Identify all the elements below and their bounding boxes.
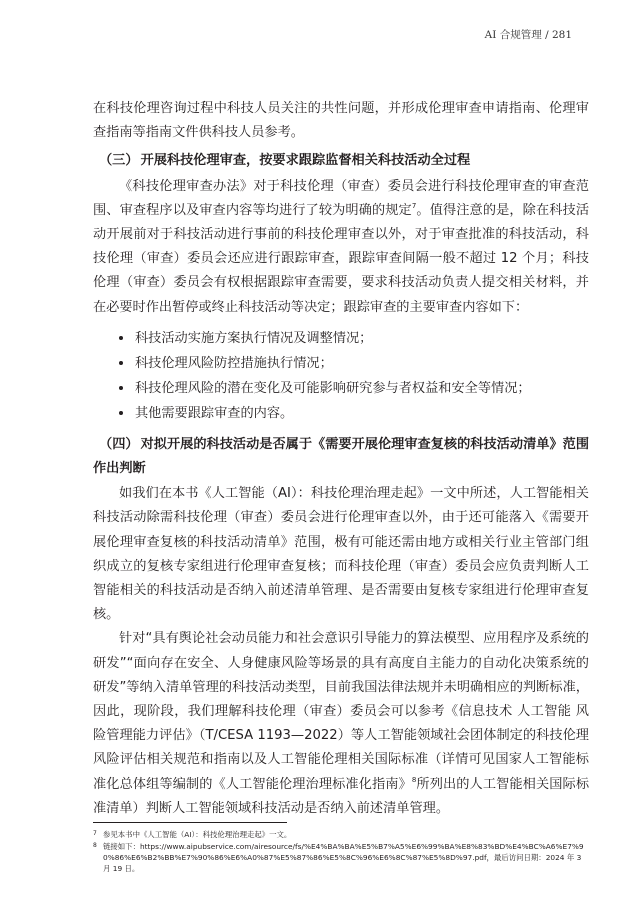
section-4-paragraph-2 — [93, 627, 589, 821]
running-header: AI 合规管理 / 281 — [484, 29, 572, 41]
bullet-icon — [119, 336, 123, 340]
bullet-icon — [119, 411, 123, 415]
section-4-title: 对拟开展的科技活动是否属于《需要开展伦理审查复核的科技活动清单》范围作出判断 — [93, 436, 590, 477]
section-3-number: （三） — [99, 153, 139, 169]
section-4-heading — [93, 433, 589, 481]
footnote-text: 参见本书中《人工智能（AI）：科技伦理治理走起》一文。 — [103, 830, 292, 839]
section-4-paragraph-1: 如我们在本书《人工智能（AI）：科技伦理治理走起》一文中所述，人工智能相关科技活动除需科技伦理（审查）委员会进行伦理审查以外，由于还可能落入《需要开展伦理审查复核的科技活动清单》范围，极有可能还需由地方或相关行业主管部门组织成立的复核专家组进行伦理审查复核；而科技伦理（审查）委员会应负责判断人工智能相关的科技活动是否纳入前述清单管理、是否需要由复核专家组进行伦理审查复核。 — [93, 486, 589, 623]
list-item-text: 科技伦理风险的潜在变化及可能影响研究参与者权益和安全等情况； — [135, 380, 531, 396]
section-4-text-part2: 所列出的人工智能相关国际标准清单）判断人工智能领域科技活动是否纳入前述清单管理。 — [93, 776, 590, 816]
bullet-icon — [119, 361, 123, 365]
intro-paragraph: 在科技伦理咨询过程中科技人员关注的共性问题，并形成伦理审查申请指南、伦理审查指南等指南文件供科技人员参考。 — [93, 101, 589, 141]
footnote-divider — [93, 822, 287, 823]
list-item — [93, 326, 589, 351]
section-3-heading — [93, 149, 589, 173]
list-item-text: 科技活动实施方案执行情况及调整情况； — [135, 330, 373, 346]
list-item — [93, 376, 589, 401]
bullet-icon — [119, 386, 123, 390]
section-3-text-part1: 《科技伦理审查办法》对于科技伦理（审查）委员会进行科技伦理审查的审查范围、审查程序以及审查内容等均进行了较为明确的规定 — [93, 178, 589, 218]
footnote-mark: 8 — [93, 842, 97, 849]
section-3-title: 开展科技伦理审查，按要求跟踪监督相关科技活动全过程 — [140, 153, 471, 169]
list-item — [93, 351, 589, 376]
list-item-text: 其他需要跟踪审查的内容。 — [135, 405, 294, 421]
footnote-text[interactable]: 链接如下：https://www.aipubservice.com/airesource/fs/%E4%BA%BA%E5%B7%A5%E6%99%BA%E8%83%BD%E4%BC%A6%E7%90%86%E6%B2%BB%E7%90%86%E6%A0%87%E5%87%86%E5%8C%96%E6%8C%87%E5%8D%97.pdf，最后访问日期：2024 年 3 月 19 日。 — [103, 842, 584, 873]
footnotes — [93, 829, 589, 875]
footnote-7 — [93, 829, 589, 840]
section-3-paragraph — [93, 175, 589, 320]
section-4-text-part1: 针对“具有舆论社会动员能力和社会意识引导能力的算法模型、应用程序及系统的研发”“面向存在安全、人身健康风险等场景的具有高度自主能力的自动化决策系统的研发”等纳入清单管理的科技活动类型，目前我国法律法规并未明确相应的判断标准，因此，现阶段，我们理解科技伦理（审查）委员会可以参考《信息技术 人工智能 风险管理能力评估》（T/CESA 1193—2022）等人工智能领域社会团体制定的科技伦理风险评估相关规范和指南以及人工智能伦理相关国际标准（详情可见国家人工智能标准化总体组等编制的《人工智能伦理治理标准化指南》 — [93, 631, 589, 792]
footnote-8 — [93, 841, 589, 874]
review-content-list — [93, 326, 589, 426]
footnote-ref-8[interactable]: 8 — [411, 775, 417, 784]
section-3-text-part2: 。值得注意的是，除在科技活动开展前对于科技活动进行事前的科技伦理审查以外，对于审查批准的科技活动，科技伦理（审查）委员会还应进行跟踪审查，跟踪审查间隔一般不超过 12 个月；科技伦理（审查）委员会有权根据跟踪审查需要，要求科技活动负责人提交相关材料，并在必要时作出暂停或终止科技活动等决定；跟踪审查的主要审查内容如下： — [93, 202, 590, 315]
page-body — [93, 97, 589, 821]
list-item-text: 科技伦理风险防控措施执行情况； — [135, 355, 333, 371]
list-item — [93, 401, 589, 426]
footnote-mark: 7 — [93, 830, 97, 837]
section-4-number: （四） — [99, 436, 139, 452]
footnote-ref-7[interactable]: 7 — [411, 201, 417, 210]
